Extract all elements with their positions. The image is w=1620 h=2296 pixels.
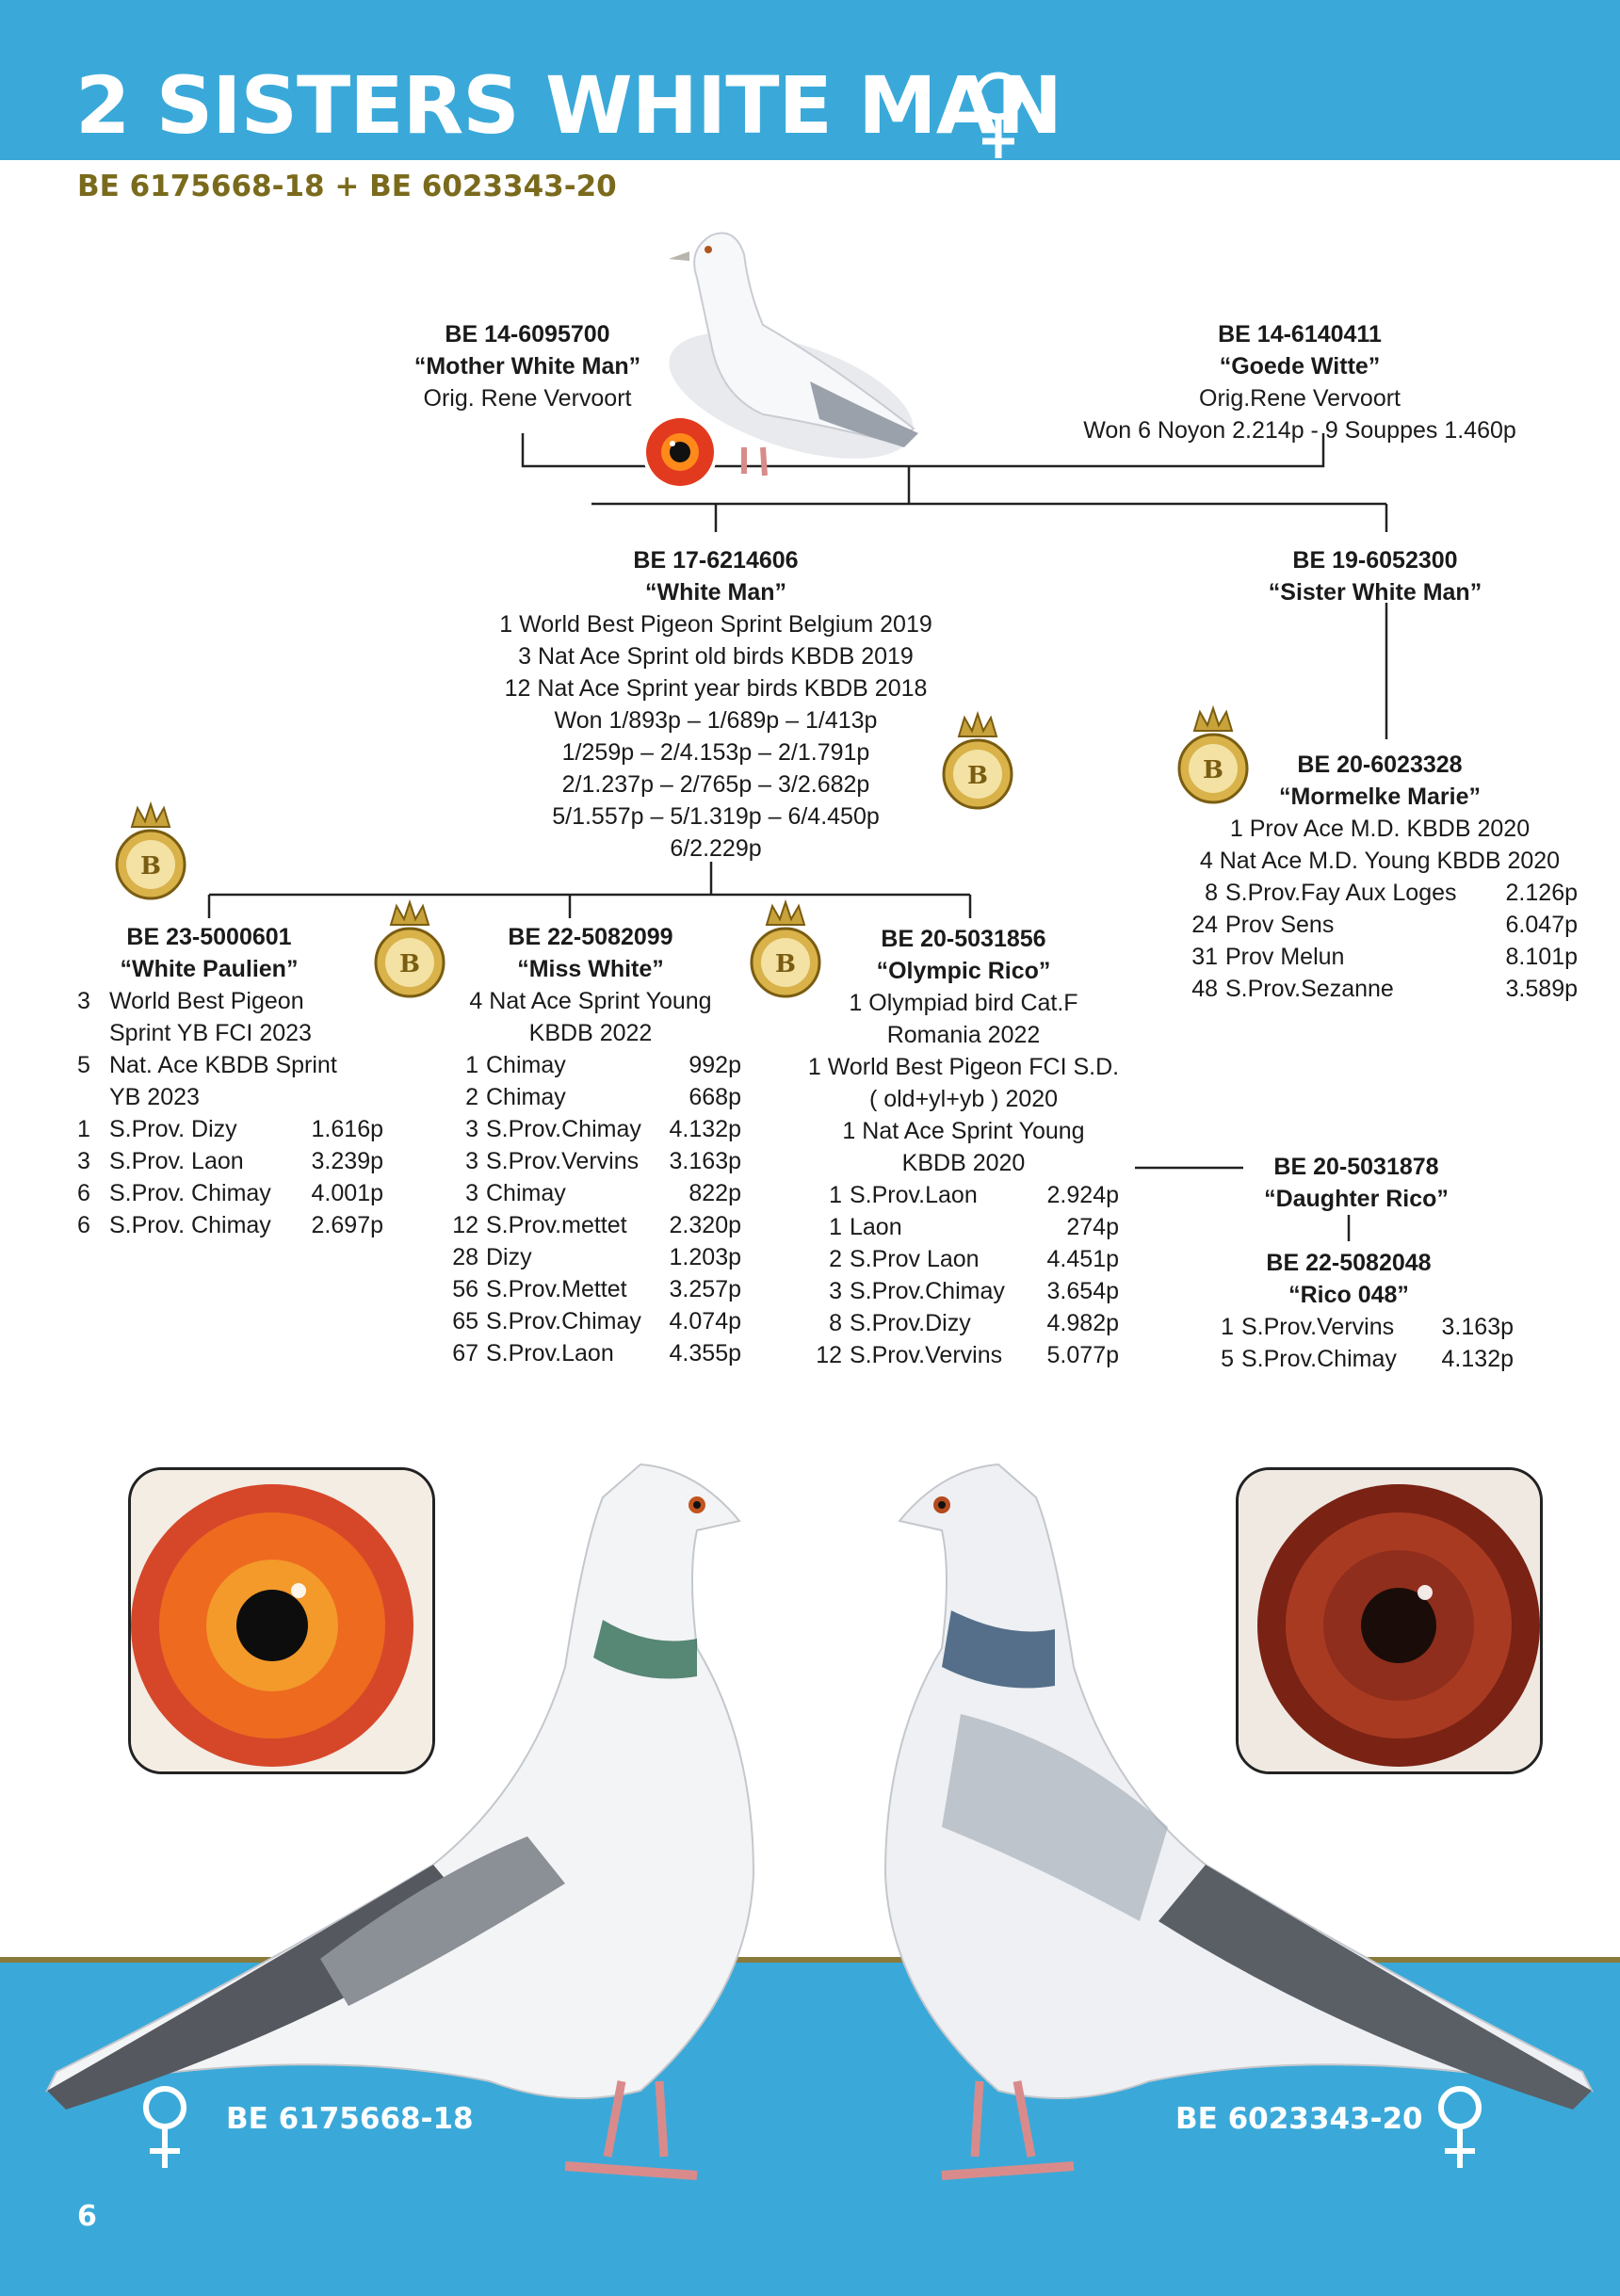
result-row: 6 S.Prov. Chimay 4.001p [77, 1180, 383, 1206]
result-line: 1/259p – 2/4.153p – 2/1.791p [561, 739, 870, 766]
result-row: 1 S.Prov. Dizy 1.616p [77, 1116, 383, 1142]
result-row: 56 S.Prov.Mettet 3.257p [452, 1276, 741, 1302]
result-row: 1 S.Prov.Laon 2.924p [829, 1182, 1119, 1208]
result-row: 12 S.Prov.Vervins 5.077p [816, 1342, 1119, 1368]
pigeon-name: “Mormelke Marie” [1279, 784, 1481, 810]
result-row: 6 S.Prov. Chimay 2.697p [77, 1212, 383, 1238]
olympic-rico-block [799, 923, 1128, 1371]
result-row: 12 S.Prov.mettet 2.320p [452, 1212, 741, 1238]
achievement-row: 3 World Best Pigeon [77, 988, 304, 1014]
achievement-line: KBDB 2022 [528, 1020, 653, 1046]
results-table [1207, 1311, 1514, 1375]
ring-number: BE 22-5082048 [1266, 1250, 1432, 1276]
white-paulien-block [77, 921, 397, 1241]
origin-line: Orig. Rene Vervoort [423, 385, 632, 412]
pigeon-name: “Goede Witte” [1219, 353, 1381, 380]
svg-text:B: B [399, 950, 420, 978]
result-row: 1 S.Prov.Vervins 3.163p [1221, 1314, 1514, 1340]
goede-witte-block [1045, 318, 1554, 446]
result-row: 31 Prov Melun 8.101p [1191, 944, 1578, 970]
rico-048-block [1207, 1247, 1518, 1375]
results-table [1182, 877, 1578, 1005]
ring-number: BE 23-5000601 [126, 924, 292, 950]
results-table [435, 1049, 741, 1369]
result-line: 5/1.557p – 5/1.319p – 6/4.450p [552, 803, 880, 830]
female-symbol-icon [1432, 2081, 1488, 2172]
subtitle-ring-numbers: BE 6175668-18 + BE 6023343-20 [77, 170, 617, 203]
result-row: 8 S.Prov.Dizy 4.982p [829, 1310, 1119, 1336]
achievements-list [77, 985, 397, 1113]
achievement-line: 1 World Best Pigeon FCI S.D. [807, 1054, 1120, 1080]
kbdb-crown-emblem-icon [1174, 703, 1253, 806]
ring-number: BE 20-5031878 [1273, 1154, 1439, 1180]
pigeon-name: “White Man” [645, 579, 786, 606]
result-row: 3 S.Prov. Laon 3.239p [77, 1148, 383, 1174]
ring-number: BE 19-6052300 [1292, 547, 1458, 574]
svg-text:B: B [775, 950, 796, 978]
result-line: Won 6 Noyon 2.214p - 9 Souppes 1.460p [1083, 417, 1516, 444]
origin-line: Orig.Rene Vervoort [1199, 385, 1401, 412]
mother-white-man-block [377, 318, 678, 414]
pigeon-name: “Daughter Rico” [1264, 1186, 1449, 1212]
page-number: 6 [77, 2200, 97, 2233]
achievement-row: YB 2023 [109, 1084, 200, 1110]
achievement-line: 1 World Best Pigeon Sprint Belgium 2019 [499, 611, 932, 638]
left-ring-label: BE 6175668-18 [226, 2102, 474, 2136]
achievement-line: 12 Nat Ace Sprint year birds KBDB 2018 [504, 675, 928, 702]
achievement-row: 5 Nat. Ace KBDB Sprint [77, 1052, 337, 1078]
result-line: 6/2.229p [670, 835, 762, 862]
result-row: 65 S.Prov.Chimay 4.074p [452, 1308, 741, 1334]
result-line: Won 1/893p – 1/689p – 1/413p [554, 707, 878, 734]
ring-number: BE 20-5031856 [881, 926, 1046, 952]
result-row: 3 S.Prov.Chimay 3.654p [829, 1278, 1119, 1304]
ring-number: BE 20-6023328 [1297, 752, 1463, 778]
achievement-line: Romania 2022 [886, 1022, 1041, 1048]
pigeon-name: “Olympic Rico” [876, 958, 1051, 984]
achievement-line: ( old+yl+yb ) 2020 [868, 1086, 1059, 1112]
result-row: 2 S.Prov Laon 4.451p [829, 1246, 1119, 1272]
result-row: 8 S.Prov.Fay Aux Loges 2.126p [1205, 880, 1578, 906]
kbdb-crown-emblem-icon [938, 708, 1017, 812]
results-table [77, 1113, 383, 1241]
achievement-line: 3 Nat Ace Sprint old birds KBDB 2019 [518, 643, 914, 670]
svg-text:B: B [140, 852, 161, 881]
daughter-rico-block [1215, 1151, 1498, 1215]
result-row: 3 S.Prov.Chimay 4.132p [465, 1116, 741, 1142]
ring-number: BE 17-6214606 [633, 547, 799, 574]
right-ring-label: BE 6023343-20 [1175, 2102, 1423, 2136]
result-row: 24 Prov Sens 6.047p [1191, 912, 1578, 938]
result-row: 5 S.Prov.Chimay 4.132p [1221, 1346, 1514, 1372]
result-row: 3 S.Prov.Vervins 3.163p [465, 1148, 741, 1174]
ring-number: BE 22-5082099 [508, 924, 673, 950]
ring-number: BE 14-6095700 [445, 321, 610, 348]
result-line: 2/1.237p – 2/765p – 3/2.682p [561, 771, 870, 798]
achievement-line: KBDB 2020 [901, 1150, 1026, 1176]
kbdb-crown-emblem-icon [746, 897, 825, 1000]
white-man-block [443, 544, 989, 865]
result-row: 2 Chimay 668p [465, 1084, 741, 1110]
result-row: 28 Dizy 1.203p [452, 1244, 741, 1270]
achievement-line: 4 Nat Ace M.D. Young KBDB 2020 [1199, 848, 1561, 874]
miss-white-block [435, 921, 746, 1369]
result-row: 48 S.Prov.Sezanne 3.589p [1191, 976, 1578, 1002]
pigeon-name: “White Paulien” [120, 956, 299, 982]
female-symbol-icon [137, 2081, 193, 2172]
ring-number: BE 14-6140411 [1218, 321, 1382, 348]
svg-text:B: B [1203, 756, 1223, 784]
achievement-row: Sprint YB FCI 2023 [109, 1020, 312, 1046]
result-row: 67 S.Prov.Laon 4.355p [452, 1340, 741, 1366]
achievement-line: 1 Prov Ace M.D. KBDB 2020 [1229, 816, 1531, 842]
achievement-line: 1 Nat Ace Sprint Young [842, 1118, 1085, 1144]
pigeon-name: “Sister White Man” [1268, 579, 1482, 606]
pigeon-name: “Rico 048” [1288, 1282, 1409, 1308]
kbdb-crown-emblem-icon [370, 897, 449, 1000]
achievement-line: 4 Nat Ace Sprint Young [469, 988, 712, 1014]
svg-text:B: B [967, 762, 988, 790]
result-row: 3 Chimay 822p [465, 1180, 741, 1206]
page-title: 2 SISTERS WHITE MAN [75, 59, 1062, 152]
pigeon-name: “Miss White” [517, 956, 664, 982]
result-row: 1 Chimay 992p [465, 1052, 741, 1078]
kbdb-crown-emblem-icon [111, 799, 190, 902]
pigeon-name: “Mother White Man” [413, 353, 641, 380]
sister-white-man-block [1224, 544, 1526, 608]
results-table [799, 1179, 1119, 1371]
achievement-line: 1 Olympiad bird Cat.F [849, 990, 1078, 1016]
result-row: 1 Laon 274p [829, 1214, 1119, 1240]
